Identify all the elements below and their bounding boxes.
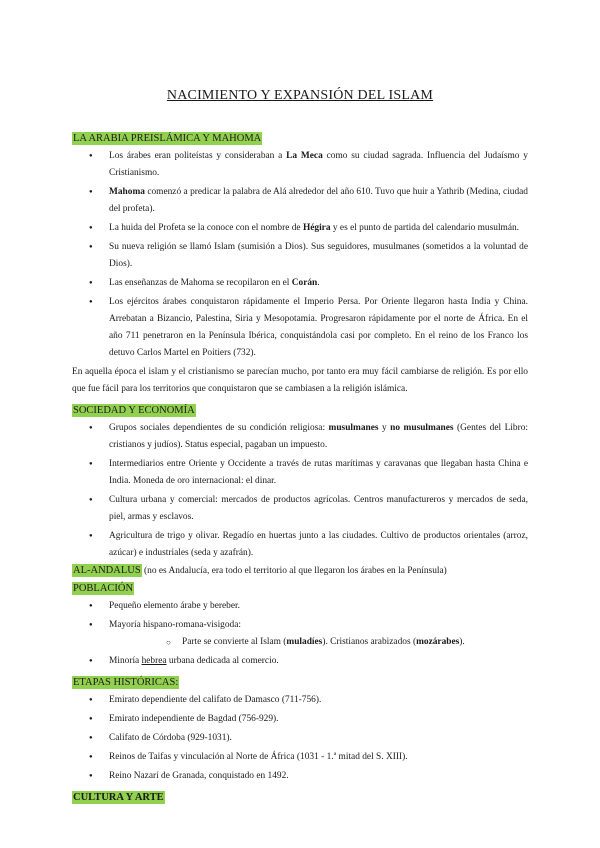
list-item: ● Cultura urbana y comercial: mercados de productos agrícolas. Centros manufactureros y mercados de seda, piel, armas y esclavos.: [72, 492, 528, 526]
poblacion-list: [72, 598, 528, 670]
list-item: ● Los ejércitos árabes conquistaron rápidamente el Imperio Persa. Por Oriente llegaron hasta India y China. Arrebatan a Bizancio, Palestina, Siria y Mesopotamia. Progresaron rápidamente por el norte de África. En el año 711 penetraron en la Península Ibérica, conquistándola casi por completo. En el reino de los Franco los detuvo Carlos Martel en Poitiers (732).: [72, 294, 528, 362]
section-heading-sociedad: SOCIEDAD Y ECONOMÍA: [73, 405, 195, 416]
andalus-note: (no es Andalucía, era todo el territorio al que llegaron los árabes en la Península): [141, 566, 447, 576]
list-item: ● Mayoría hispano-romana-visigoda: ○ Parte se convierte al Islam (muladíes). Cristianos arabizados (mozárabes).: [72, 617, 528, 651]
section-heading-andalus: AL-ANDALUS: [73, 565, 141, 576]
list-item: ● Su nueva religión se llamó Islam (sumisión a Dios). Sus seguidores, musulmanes (sometidos a la voluntad de Dios).: [72, 239, 528, 273]
section-heading-cultura: CULTURA Y ARTE: [73, 792, 164, 803]
list-item: ● Mahoma comenzó a predicar la palabra de Alá alrededor del año 610. Tuvo que huir a Yathrib (Medina, ciudad del profeta).: [72, 184, 528, 218]
section-andalus: [72, 564, 528, 578]
section-cultura: [72, 787, 528, 805]
section-heading-etapas: ETAPAS HISTÓRICAS:: [73, 677, 179, 688]
section-arabia: [72, 128, 528, 398]
list-item: ● Reino Nazarí de Granada, conquistado en 1492.: [72, 768, 528, 785]
sociedad-list: [72, 420, 528, 562]
list-item: ● Agricultura de trigo y olivar. Regadío en huertas junto a las ciudades. Cultivo de productos orientales (arroz, azúcar) e industriales (seda y azafrán).: [72, 528, 528, 562]
list-item: ● Emirato independiente de Bagdad (756-929).: [72, 711, 528, 728]
sub-list-item: ○ Parte se convierte al Islam (muladíes). Cristianos arabizados (mozárabes).: [109, 634, 528, 651]
list-item: ● Pequeño elemento árabe y bereber.: [72, 598, 528, 615]
list-item: ● Las enseñanzas de Mahoma se recopilaron en el Corán.: [72, 275, 528, 292]
list-item: ● Califato de Córdoba (929-1031).: [72, 730, 528, 747]
section-heading-poblacion: POBLACIÓN: [73, 583, 134, 594]
list-item: ● Grupos sociales dependientes de su condición religiosa: musulmanes y no musulmanes (Gentes del Libro: cristianos y judíos). Status especial, pagaban un impuesto.: [72, 420, 528, 454]
arabia-list: [72, 148, 528, 362]
section-heading-arabia: LA ARABIA PREISLÁMICA Y MAHOMA: [73, 133, 262, 144]
list-item: ● Minoría hebrea urbana dedicada al comercio.: [72, 653, 528, 670]
list-item: ● La huida del Profeta se la conoce con el nombre de Hégira y es el punto de partida del calendario musulmán.: [72, 220, 528, 237]
list-item: ● Emirato dependiente del califato de Damasco (711-756).: [72, 692, 528, 709]
list-item: ● Reinos de Taifas y vinculación al Norte de África (1031 - 1.ª mitad del S. XIII).: [72, 749, 528, 766]
section-poblacion: [72, 578, 528, 670]
section-sociedad: [72, 400, 528, 562]
list-item: ● Los árabes eran politeístas y consideraban a La Meca como su ciudad sagrada. Influencia del Judaísmo y Cristianismo.: [72, 148, 528, 182]
etapas-list: [72, 692, 528, 785]
list-item: ● Intermediarios entre Oriente y Occidente a través de rutas marítimas y caravanas que llegaban hasta China e India. Moneda de oro internacional: el dinar.: [72, 456, 528, 490]
section-etapas: [72, 672, 528, 785]
page-title: NACIMIENTO Y EXPANSIÓN DEL ISLAM: [166, 88, 434, 103]
paragraph-religion: En aquella época el islam y el cristianismo se parecían mucho, por tanto era muy fácil cambiarse de religión. Es por ello que fue fácil para los territorios que conquistaron que se cambiasen a la religión islámica.: [72, 367, 528, 394]
poblacion-sublist: [109, 634, 528, 651]
